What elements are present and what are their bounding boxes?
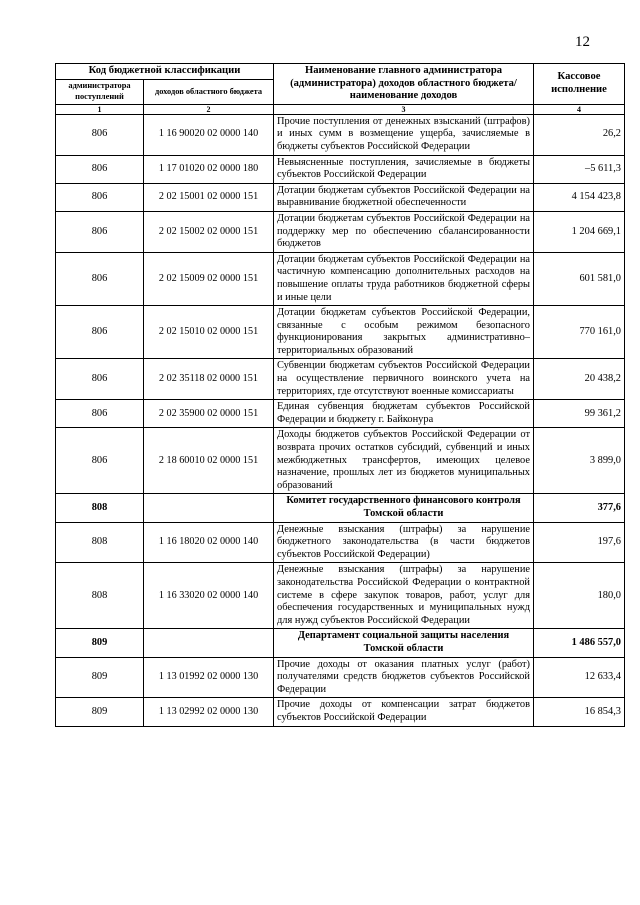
amount-cell: 180,0: [534, 563, 625, 629]
income-name-cell: Субвенции бюджетам субъектов Российской Федерации на осуществление первичного воинского учета на территориях, где отсутствуют военные комиссариаты: [274, 359, 534, 400]
amount-cell: 1 204 669,1: [534, 211, 625, 252]
table-row: [56, 359, 625, 400]
income-name-cell: Дотации бюджетам субъектов Российской Федерации на поддержку мер по обеспечению сбалансированности бюджетов: [274, 211, 534, 252]
header-column-number: 3: [274, 104, 534, 114]
amount-cell: 4 154 423,8: [534, 183, 625, 211]
income-code-cell: [144, 629, 274, 657]
table-row: [56, 211, 625, 252]
amount-cell: 20 438,2: [534, 359, 625, 400]
admin-code-cell: 808: [56, 494, 144, 522]
table-row: [56, 698, 625, 726]
income-name-cell: Дотации бюджетам субъектов Российской Федерации, связанные с особым режимом безопасного функционирования закрытых административно–территориальных образований: [274, 306, 534, 359]
table-row: [56, 183, 625, 211]
income-name-cell: Прочие доходы от оказания платных услуг (работ) получателями средств бюджетов субъектов Российской Федерации: [274, 657, 534, 698]
table-row: [56, 522, 625, 563]
admin-code-cell: 806: [56, 252, 144, 305]
amount-cell: 197,6: [534, 522, 625, 563]
income-name-cell: Доходы бюджетов субъектов Российской Федерации от возврата прочих остатков субсидий, субвенций и иных межбюджетных трансфертов, имеющих целевое назначение, прошлых лет из бюджетов муниципальных образований: [274, 428, 534, 494]
table-row: [56, 400, 625, 428]
amount-cell: 3 899,0: [534, 428, 625, 494]
admin-code-cell: 806: [56, 211, 144, 252]
admin-code-cell: 806: [56, 183, 144, 211]
income-name-cell: Дотации бюджетам субъектов Российской Федерации на выравнивание бюджетной обеспеченности: [274, 183, 534, 211]
amount-cell: 12 633,4: [534, 657, 625, 698]
header-column-number: 1: [56, 104, 144, 114]
table-row: [56, 657, 625, 698]
table-row: [56, 428, 625, 494]
admin-code-cell: 809: [56, 657, 144, 698]
header-amount: Кассовое исполнение: [534, 64, 625, 105]
income-name-cell: Единая субвенция бюджетам субъектов Российской Федерации и бюджету г. Байконура: [274, 400, 534, 428]
amount-cell: 99 361,2: [534, 400, 625, 428]
income-code-cell: 2 02 35118 02 0000 151: [144, 359, 274, 400]
admin-code-cell: 806: [56, 155, 144, 183]
section-row: [56, 629, 625, 657]
admin-code-cell: 809: [56, 698, 144, 726]
income-name-cell: Прочие доходы от компенсации затрат бюджетов субъектов Российской Федерации: [274, 698, 534, 726]
header-column-number: 4: [534, 104, 625, 114]
amount-cell: 601 581,0: [534, 252, 625, 305]
income-code-cell: 1 16 33020 02 0000 140: [144, 563, 274, 629]
income-name-cell: Дотации бюджетам субъектов Российской Федерации на частичную компенсацию дополнительных расходов на повышение оплаты труда работников бюджетной сферы и иные цели: [274, 252, 534, 305]
table-row: [56, 155, 625, 183]
income-code-cell: 1 13 01992 02 0000 130: [144, 657, 274, 698]
income-code-cell: 2 18 60010 02 0000 151: [144, 428, 274, 494]
income-code-cell: 1 16 90020 02 0000 140: [144, 114, 274, 155]
table-row: [56, 252, 625, 305]
amount-cell: –5 611,3: [534, 155, 625, 183]
admin-code-cell: 806: [56, 400, 144, 428]
amount-cell: 770 161,0: [534, 306, 625, 359]
table-body: [56, 114, 625, 726]
income-name-cell: Невыясненные поступления, зачисляемые в бюджеты субъектов Российской Федерации: [274, 155, 534, 183]
page-number: 12: [575, 34, 590, 50]
income-name-cell: Денежные взыскания (штрафы) за нарушение законодательства Российской Федерации о контрактной системе в сфере закупок товаров, работ, услуг для обеспечения государственных и муниципальных нужд для нужд субъектов Российской Федерации: [274, 563, 534, 629]
income-code-cell: 1 16 18020 02 0000 140: [144, 522, 274, 563]
income-code-cell: [144, 494, 274, 522]
budget-revenue-table: [55, 63, 625, 727]
admin-code-cell: 809: [56, 629, 144, 657]
admin-code-cell: 806: [56, 359, 144, 400]
income-code-cell: 1 13 02992 02 0000 130: [144, 698, 274, 726]
income-code-cell: 2 02 35900 02 0000 151: [144, 400, 274, 428]
income-code-cell: 2 02 15010 02 0000 151: [144, 306, 274, 359]
table-row: [56, 306, 625, 359]
admin-code-cell: 808: [56, 522, 144, 563]
header-classification-group: Код бюджетной классификации: [56, 64, 274, 80]
admin-code-cell: 806: [56, 114, 144, 155]
admin-code-cell: 808: [56, 563, 144, 629]
header-name: Наименование главного администратора (администратора) доходов областного бюджета/ наименование доходов: [274, 64, 534, 105]
income-code-cell: 2 02 15002 02 0000 151: [144, 211, 274, 252]
amount-cell: 377,6: [534, 494, 625, 522]
amount-cell: 26,2: [534, 114, 625, 155]
amount-cell: 1 486 557,0: [534, 629, 625, 657]
amount-cell: 16 854,3: [534, 698, 625, 726]
income-name-cell: Денежные взыскания (штрафы) за нарушение бюджетного законодательства (в части бюджетов субъектов Российской Федерации): [274, 522, 534, 563]
header-income-code: доходов областного бюджета: [144, 80, 274, 105]
admin-code-cell: 806: [56, 428, 144, 494]
section-row: [56, 494, 625, 522]
income-code-cell: 2 02 15001 02 0000 151: [144, 183, 274, 211]
administrator-name-cell: Комитет государственного финансового контроля Томской области: [274, 494, 534, 522]
income-code-cell: 1 17 01020 02 0000 180: [144, 155, 274, 183]
header-admin: администратора поступлений: [56, 80, 144, 105]
administrator-name-cell: Департамент социальной защиты населения Томской области: [274, 629, 534, 657]
admin-code-cell: 806: [56, 306, 144, 359]
header-column-number: 2: [144, 104, 274, 114]
income-code-cell: 2 02 15009 02 0000 151: [144, 252, 274, 305]
table-row: [56, 563, 625, 629]
table-row: [56, 114, 625, 155]
income-name-cell: Прочие поступления от денежных взысканий (штрафов) и иных сумм в возмещение ущерба, зачисляемые в бюджеты субъектов Российской Федерации: [274, 114, 534, 155]
